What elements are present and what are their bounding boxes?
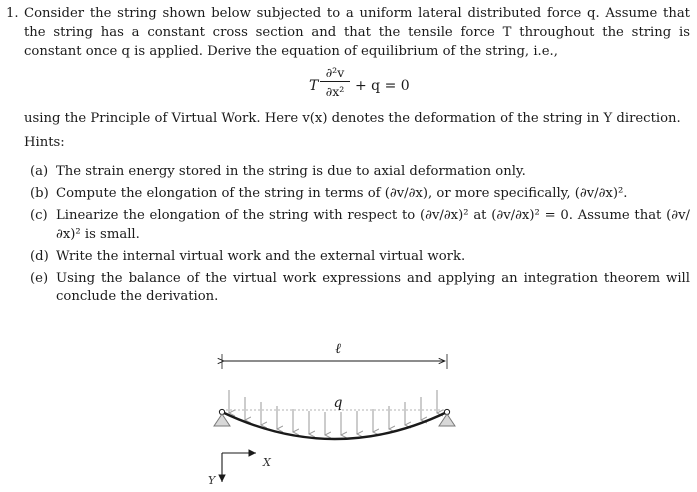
problem-statement: Consider the string shown below subjected to a uniform lateral distributed force q. Assume that the string has a constant cross section and that the tensile force T throughout the string is constant once q is applied. Derive the equation of equilibrium of the string, i.e., [24, 6, 690, 59]
problem-number: 1. [6, 6, 19, 21]
coordinate-axes [222, 453, 256, 482]
hint-label: (b) [30, 186, 49, 201]
hint-label: (a) [30, 164, 49, 179]
equation-numerator: ∂²v [325, 65, 345, 80]
deflected-string [222, 412, 447, 439]
load-label: q [333, 395, 343, 411]
hint-text: Compute the elongation of the string in terms of (∂v/∂x), or more specifically, (∂v/∂x)². [56, 186, 628, 201]
hint-label: (d) [30, 248, 49, 264]
equation-denominator: ∂x² [325, 84, 345, 99]
x-axis-label: X [263, 456, 271, 469]
hint-text: The strain energy stored in the string is due to axial deformation only. [56, 164, 526, 179]
hint-label: (e) [30, 270, 49, 286]
y-axis-label: Y [208, 474, 216, 487]
length-label: ℓ [335, 341, 341, 357]
hint-text: Linearize the elongation of the string with respect to (∂v/∂x)² at (∂v/∂x)² = 0. Assume that (∂v/∂x)² is small. [56, 208, 690, 242]
support-left [214, 409, 230, 426]
hint-text: Using the balance of the virtual work expressions and applying an integration theorem will conclude the derivation. [56, 270, 690, 304]
support-right [439, 409, 455, 426]
equation-remainder: + q = 0 [355, 78, 410, 94]
hint-label: (c) [30, 208, 48, 223]
hints-heading: Hints: [24, 135, 65, 150]
hint-text: Write the internal virtual work and the external virtual work. [56, 248, 466, 264]
method-text: using the Principle of Virtual Work. Here v(x) denotes the deformation of the string in Y direction. [24, 111, 681, 126]
equation-coefficient: T [309, 78, 319, 94]
